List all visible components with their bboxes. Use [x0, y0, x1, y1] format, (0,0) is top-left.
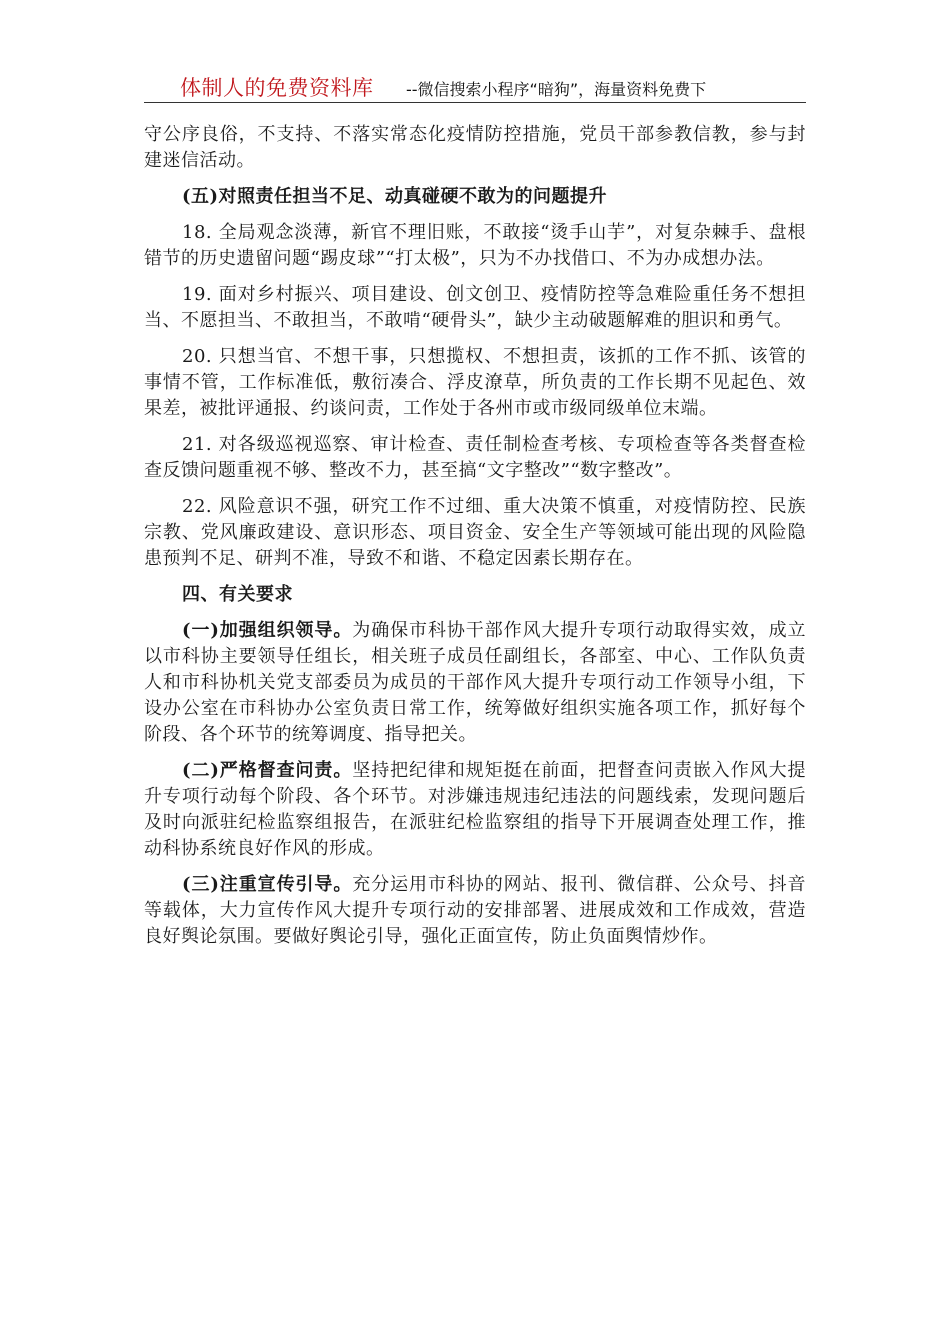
item-20: 20. 只想当官、不想干事，只想揽权、不想担责，该抓的工作不抓、该管的事情不管，工作标准低，敷衍凑合、浮皮潦草，所负责的工作长期不见起色、效果差，被批评通报、约谈问责，工作处于各州市或市级同级单位末端。: [144, 346, 806, 419]
requirement-2-lead: (二)严格督查问责。: [182, 760, 353, 781]
requirement-1: [144, 618, 806, 748]
requirement-3: [144, 872, 806, 950]
page-header: [144, 72, 806, 103]
section-heading-4: 四、有关要求: [182, 584, 293, 605]
item-18: 18. 全局观念淡薄，新官不理旧账，不敢接“烫手山芋”，对复杂棘手、盘根错节的历史遗留问题“踢皮球”“打太极”，只为不办找借口、不为办成想办法。: [144, 222, 806, 269]
header-tagline: --微信搜索小程序“暗狗”，海量资料免费下: [406, 80, 707, 99]
requirement-3-text: 充分运用市科协的网站、报刊、微信群、公众号、抖音等载体，大力宣传作风大提升专项行动的安排部署、进展成效和工作成效，营造良好舆论氛围。要做好舆论引导，强化正面宣传，防止负面舆情炒作。: [144, 874, 806, 947]
requirement-1-text: 为确保市科协干部作风大提升专项行动取得实效，成立以市科协主要领导任组长，相关班子成员任副组长，各部室、中心、工作队负责人和市科协机关党支部委员为成员的干部作风大提升专项行动工作领导小组，下设办公室在市科协办公室负责日常工作，统筹做好组织实施各项工作，抓好每个阶段、各个环节的统筹调度、指导把关。: [144, 620, 806, 745]
requirement-3-lead: (三)注重宣传引导。: [182, 874, 353, 895]
section-heading-5: (五)对照责任担当不足、动真碰硬不敢为的问题提升: [182, 186, 608, 207]
requirement-2: [144, 758, 806, 862]
item-19: 19. 面对乡村振兴、项目建设、创文创卫、疫情防控等急难险重任务不想担当、不愿担当、不敢担当，不敢啃“硬骨头”，缺少主动破题解难的胆识和勇气。: [144, 284, 806, 331]
requirement-2-text: 坚持把纪律和规矩挺在前面，把督查问责嵌入作风大提升专项行动每个阶段、各个环节。对涉嫌违规违纪违法的问题线索，发现问题后及时向派驻纪检监察组报告，在派驻纪检监察组的指导下开展调查处理工作，推动科协系统良好作风的形成。: [144, 760, 806, 859]
brand-title: 体制人的免费资料库: [180, 76, 374, 100]
item-21: 21. 对各级巡视巡察、审计检查、责任制检查考核、专项检查等各类督查检查反馈问题重视不够、整改不力，甚至搞“文字整改”“数字整改”。: [144, 434, 806, 481]
document-body: [144, 122, 806, 960]
paragraph-continued: 守公序良俗，不支持、不落实常态化疫情防控措施，党员干部参教信教，参与封建迷信活动。: [144, 124, 806, 171]
requirement-1-lead: (一)加强组织领导。: [182, 620, 353, 641]
item-22: 22. 风险意识不强，研究工作不过细、重大决策不慎重，对疫情防控、民族宗教、党风廉政建设、意识形态、项目资金、安全生产等领域可能出现的风险隐患预判不足、研判不准，导致不和谐、不稳定因素长期存在。: [144, 496, 806, 569]
